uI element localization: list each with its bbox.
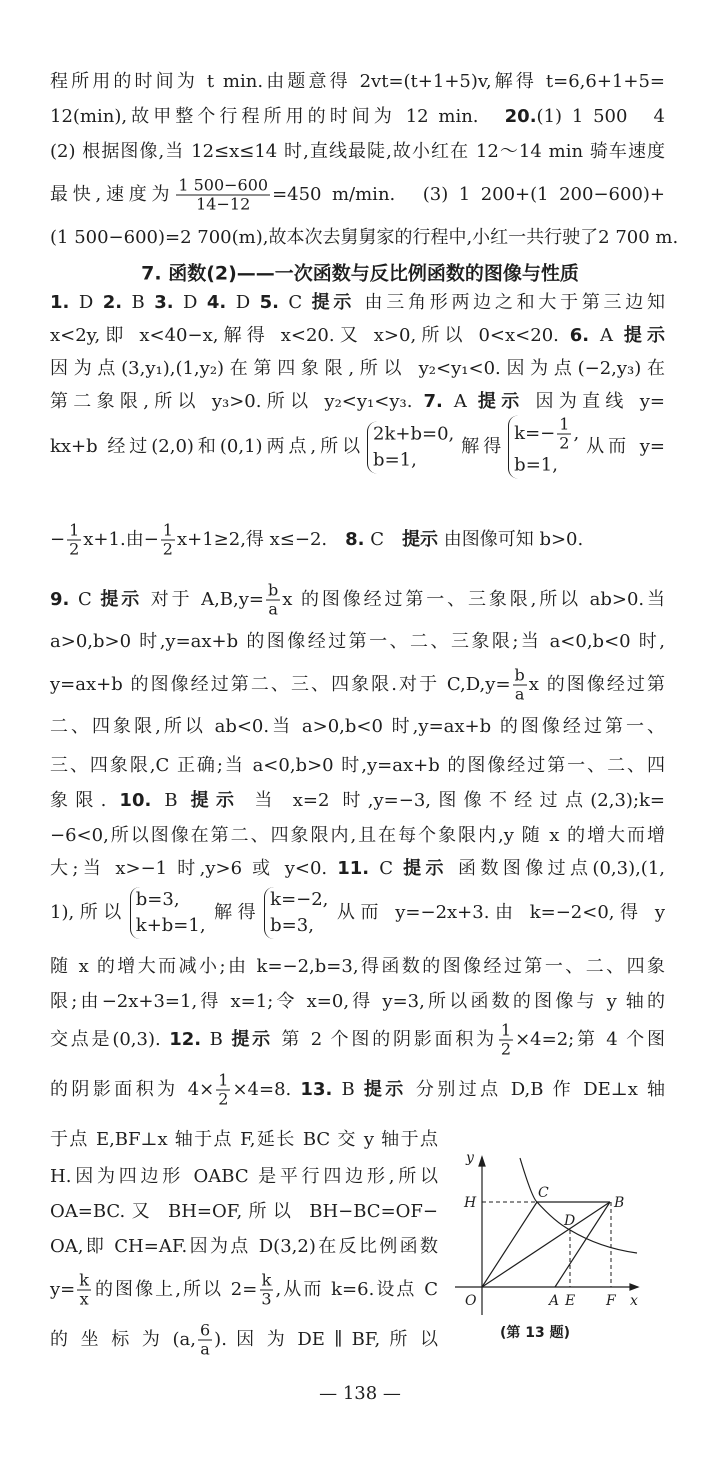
equation-system [264,887,328,939]
denominator: a [268,599,278,619]
label-y: y [466,1150,474,1166]
equation [514,416,579,453]
fraction [67,522,81,559]
bold-label: 10. [119,790,152,811]
numerator: b [514,665,525,685]
fraction [216,1072,230,1109]
numerator: 1 [500,1020,512,1040]
bold-label: 提示 [311,292,356,313]
text: 解得 [208,902,262,923]
equation [136,913,206,939]
text-line [50,887,665,939]
denominator: 2 [162,539,173,559]
label-o: O [465,1293,477,1309]
fraction [513,667,527,704]
text: 象限. [50,790,120,811]
label-h: H [464,1195,477,1211]
text: C [364,529,402,550]
bold-label: 提示 [403,858,448,879]
text: 随 x 的增大而减小;由 k=−2,b=3,得函数的图像经过第一、二、四象 [50,956,665,977]
text: b=1, [514,454,558,476]
text: ×4=8. [232,1079,301,1100]
numerator: k [261,1270,272,1290]
label-a: A [549,1293,560,1309]
text-line [50,325,665,347]
text: 大;当 x>−1 时,y>6 或 y<0. [50,858,338,879]
fraction [161,522,175,559]
text: 12(min),故甲整个行程所用的时间为 12 min. [50,106,505,127]
text: D [173,292,207,313]
text-line [50,416,665,479]
equation [136,887,206,913]
bold-label: 1. [50,292,70,313]
figure-caption: (第 13 题) [500,1325,571,1341]
denominator: 14−12 [196,194,251,214]
text-line [50,522,583,559]
bold-label: 13. [300,1079,333,1100]
text: 最快,速度为 [50,184,175,205]
numerator: 1 [218,1070,229,1090]
text: 三、四象限,C 正确;当 a<0,b>0 时,y=ax+b 的图像经过第一、二、四 [50,755,665,776]
text-line [50,1022,665,1059]
text: D [226,292,260,313]
segment-ob [482,1202,610,1287]
text-line [50,825,665,847]
text-line [50,858,665,880]
text: OA,即 CH=AF.因为点 D(3,2)在反比例函数 [50,1236,438,1257]
text: b=3, [270,915,314,936]
text: 解得 [457,436,506,457]
text: B [201,1029,232,1050]
text-line [50,177,665,214]
equation [270,887,328,913]
bold-label: 提示 [477,391,525,412]
equation-system [367,421,454,473]
text-line [50,790,665,812]
text: D [69,292,103,313]
text: ,从而 k=6.设点 C [275,1279,438,1300]
text: A [589,325,624,346]
text: x 的图像经过第 [528,674,665,695]
bold-label: 7. [423,391,443,412]
fraction [259,1272,273,1309]
equation-system [508,416,579,479]
y-arrow [479,1157,485,1166]
segment-oc [482,1202,537,1287]
text: −6<0,所以图像在第二、四象限内,且在每个象限内,y 随 x 的增大而增 [50,825,665,846]
numerator: 1 500−600 [178,175,269,195]
text: ). [214,1329,227,1350]
text: 因为点(3,y₁),(1,y₂)在第四象限,所以 y₂<y₁<0.因为点(−2,y₃)在 [50,358,665,379]
text: 分别过点 D,B 作 DE⊥x 轴 [406,1079,666,1100]
fraction [499,1022,513,1059]
text-line [50,1272,438,1309]
text: (a, [172,1329,196,1350]
text-line [50,227,679,249]
text: 从而 y= [582,436,665,457]
text-line [50,1236,438,1258]
text: 1),所以 [50,902,127,923]
text-line [50,1166,438,1188]
bold-label: 11. [337,858,370,879]
text-line [50,1201,438,1223]
text: 二、四象限,所以 ab<0.当 a>0,b<0 时,y=ax+b 的图像经过第一、 [50,716,665,737]
denominator: 3 [261,1289,272,1309]
bold-label: 4. [206,292,227,313]
text: 当 x=2 时,y=−3,图像不经过点(2,3);k= [241,790,665,811]
bold-label: 提示 [363,1079,407,1100]
fraction [176,177,270,214]
text: 限;由−2x+3=1,得 x=1;令 x=0,得 y=3,所以函数的图像与 y 轴的 [50,991,665,1012]
text: 的阴影面积为 4× [50,1079,215,1100]
text: 第 2 个图的阴影面积为 [272,1029,497,1050]
text: x<2y,即 x<40−x,解得 x<20.又 x>0,所以 0<x<20. [50,325,570,346]
text-line [50,582,665,619]
text-line [50,358,665,380]
text: 从而 y=−2x+3.由 k=−2<0,得 y [331,902,665,923]
bold-label: 8. [345,529,365,550]
text: C [278,292,312,313]
bold-label: 5. [259,292,279,313]
text-line [50,106,665,128]
numerator: 6 [199,1320,211,1340]
bold-label: 提示 [623,325,665,346]
denominator: 2 [69,539,80,559]
text: (1) 1 500 4 [536,106,666,127]
text-line [50,71,665,93]
text-line [50,755,665,777]
bold-label: 提示 [100,589,143,610]
text: 由三角形两边之和大于第三边知 [355,292,665,313]
equation [514,453,579,479]
text: 2k+b=0, [373,423,455,444]
text: x+1≥2,得 x≤−2. [176,529,346,550]
bold-label: 3. [154,292,174,313]
text: A [442,391,478,412]
x-arrow [630,1284,638,1290]
denominator: a [514,684,525,704]
text: k=−2, [270,889,329,910]
bold-label: 20. [504,106,537,127]
text: =450 m/min. (3) 1 200+(1 200−600)+ [272,184,665,205]
section-heading: 7. 函数(2)——一次函数与反比例函数的图像与性质 [141,262,579,285]
text: (2) 根据图像,当 12≤x≤14 时,直线最陡,故小红在 12～14 min 骑车速度 [50,141,665,162]
text: B [332,1079,364,1100]
text: k+b=1, [135,915,206,936]
text: b=1, [373,449,417,470]
text: − [50,529,66,550]
label-x: x [630,1293,638,1309]
denominator: a [200,1339,210,1359]
bold-label: 提示 [402,529,438,550]
numerator: 1 [559,414,570,434]
page-number: — 138 — [319,1383,401,1404]
text-line [50,631,665,653]
label-e: E [565,1293,576,1309]
bold-label: 2. [102,292,123,313]
text-line [50,292,665,314]
text: B [151,790,191,811]
text: , [573,423,580,444]
bold-label: 提示 [190,790,242,811]
bold-label: 6. [569,325,590,346]
text: x 的图像经过第一、三象限,所以 ab>0.当 [282,589,666,610]
text-line [50,991,665,1013]
bold-label: 提示 [231,1029,273,1050]
text: 因为直线 y= [524,391,665,412]
text: b=3, [135,889,180,910]
text: ×4=2;第 4 个图 [515,1029,665,1050]
denominator: x [79,1289,89,1309]
text: 第二象限,所以 y₃>0.所以 y₂<y₁<y₃. [50,391,424,412]
equation [270,913,328,939]
text: 因 为 DE ∥ BF, 所 以 [226,1329,438,1350]
text: (1 500−600)=2 700(m),故本次去舅舅家的行程中,小红一共行驶了2 700 m. [50,227,679,248]
label-c: C [538,1185,549,1201]
text-line [50,1322,438,1359]
text-line [50,391,665,413]
denominator: 2 [559,433,570,453]
text-line [50,1129,438,1151]
fraction [557,416,571,453]
text: kx+b 经过(2,0)和(0,1)两点,所以 [50,436,365,457]
equation [373,447,454,473]
text: 交点是(0,3). [50,1029,170,1050]
text-line [50,1072,665,1109]
text: C [369,858,404,879]
text-line [50,956,665,978]
numerator: b [268,580,279,600]
figure-13 [440,1140,660,1330]
text: k=− [514,423,556,444]
text: B [122,292,155,313]
text: 的图像上,所以 2= [92,1279,258,1300]
numerator: 1 [162,520,173,540]
text-line [50,716,665,738]
bold-label: 9. [50,589,70,610]
text: y= [50,1279,76,1300]
label-f: F [606,1293,616,1309]
fraction [77,1272,91,1309]
text-line [50,667,665,704]
numerator: k [79,1270,89,1290]
fraction [266,582,280,619]
text: OA=BC.又 BH=OF,所以 BH−BC=OF− [50,1201,438,1222]
text: 于点 E,BF⊥x 轴于点 F,延长 BC 交 y 轴于点 [50,1129,438,1150]
fraction [198,1322,212,1359]
equation-system [130,887,206,939]
text-line [50,141,665,163]
denominator: 2 [218,1089,229,1109]
text: x+1.由− [83,529,159,550]
numerator: 1 [69,520,80,540]
label-d: D [564,1213,576,1229]
text: 对于 A,B,y= [142,589,265,610]
text: a>0,b>0 时,y=ax+b 的图像经过第一、二、三象限;当 a<0,b<0 时, [50,631,665,652]
denominator: 2 [500,1039,512,1059]
text: C [69,589,101,610]
text: 由图像可知 b>0. [438,529,584,550]
text: H.因为四边形 OABC 是平行四边形,所以 [50,1166,438,1187]
equation [373,421,454,447]
text: 函数图像过点(0,3),(1, [447,858,666,879]
label-b: B [614,1195,625,1211]
text: y=ax+b 的图像经过第二、三、四象限.对于 C,D,y= [50,674,511,695]
text: 程所用的时间为 t min.由题意得 2vt=(t+1+5)v,解得 t=6,6+1+5= [50,71,665,92]
text: 的 坐 标 为 [50,1329,173,1350]
bold-label: 12. [169,1029,202,1050]
